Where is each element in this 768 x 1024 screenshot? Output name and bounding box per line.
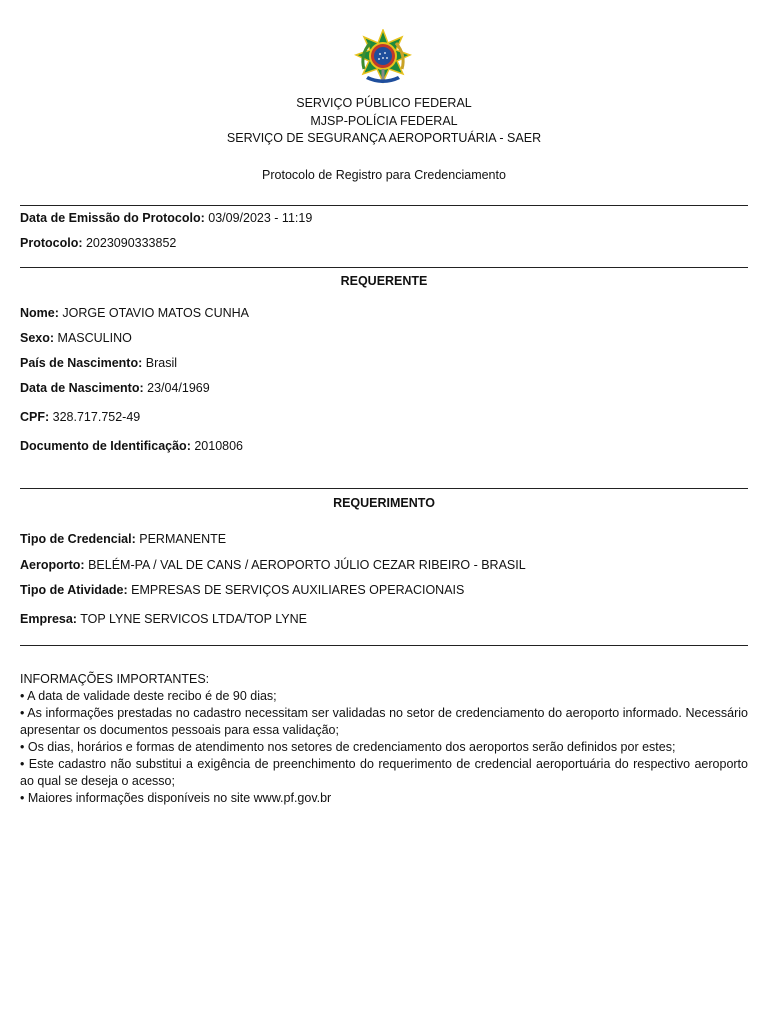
info-title: INFORMAÇÕES IMPORTANTES: xyxy=(20,672,210,686)
document-subtitle: Protocolo de Registro para Credenciamento xyxy=(262,168,506,182)
field-label: Documento de Identificação: xyxy=(20,439,191,453)
field-value: 2023090333852 xyxy=(85,236,177,250)
divider xyxy=(20,488,748,489)
header-line-2: MJSP-POLÍCIA FEDERAL xyxy=(310,113,458,128)
protocol-number-field xyxy=(20,236,176,250)
important-information xyxy=(20,671,748,807)
field-value: TOP LYNE SERVICOS LTDA/TOP LYNE xyxy=(80,612,307,626)
document-header xyxy=(0,95,768,148)
info-item: • Os dias, horários e formas de atendimento nos setores de credenciamento dos aeroportos serão definidos por estes; xyxy=(20,740,676,754)
field-value: JORGE OTAVIO MATOS CUNHA xyxy=(62,306,249,320)
company-field xyxy=(20,612,307,626)
info-item: • A data de validade deste recibo é de 90 dias; xyxy=(20,689,277,703)
field-value: 2010806 xyxy=(194,439,244,453)
field-value: 328.717.752-49 xyxy=(52,410,141,424)
section-title-requerimento: REQUERIMENTO xyxy=(333,496,435,510)
header-line-3: SERVIÇO DE SEGURANÇA AEROPORTUÁRIA - SAER xyxy=(226,131,542,145)
field-label: Tipo de Credencial: xyxy=(20,532,136,546)
identification-document-field xyxy=(20,439,243,453)
field-value: BELÉM-PA / VAL DE CANS / AEROPORTO JÚLIO CEZAR RIBEIRO - BRASIL xyxy=(88,558,526,572)
field-value: 23/04/1969 xyxy=(147,381,210,395)
activity-type-field xyxy=(20,583,464,597)
section-title-requerente: REQUERENTE xyxy=(340,274,428,288)
divider xyxy=(20,267,748,268)
field-value: EMPRESAS DE SERVIÇOS AUXILIARES OPERACIONAIS xyxy=(131,583,465,597)
info-item: • Maiores informações disponíveis no site www.pf.gov.br xyxy=(20,791,332,805)
divider xyxy=(20,645,748,646)
credential-type-field xyxy=(20,532,226,546)
info-item: • Este cadastro não substitui a exigência de preenchimento do requerimento de credencial aeroportuária do respectivo aeroporto ao qual se deseja o acesso; xyxy=(20,757,748,788)
field-value: PERMANENTE xyxy=(139,532,227,546)
birth-date-field xyxy=(20,381,210,395)
brazil-coat-of-arms-icon xyxy=(354,29,412,87)
field-label: Protocolo: xyxy=(20,236,83,250)
field-label: CPF: xyxy=(20,410,50,424)
field-label: Data de Emissão do Protocolo: xyxy=(20,211,205,225)
birth-country-field xyxy=(20,356,177,370)
name-field xyxy=(20,306,249,320)
field-value: MASCULINO xyxy=(57,331,132,345)
field-label: Tipo de Atividade: xyxy=(20,583,128,597)
field-value: 03/09/2023 - 11:19 xyxy=(208,211,313,225)
field-label: Empresa: xyxy=(20,612,77,626)
airport-field xyxy=(20,558,526,572)
header-line-1: SERVIÇO PÚBLICO FEDERAL xyxy=(296,96,472,110)
emission-date-field xyxy=(20,211,312,225)
cpf-field xyxy=(20,410,140,424)
info-item: • As informações prestadas no cadastro necessitam ser validadas no setor de credenciamento do aeroporto informado. Necessário apresentar os documentos pessoais para essa validação; xyxy=(20,706,748,737)
field-value: Brasil xyxy=(145,356,178,370)
field-label: Nome: xyxy=(20,306,59,320)
field-label: Aeroporto: xyxy=(20,558,85,572)
field-label: País de Nascimento: xyxy=(20,356,143,370)
divider xyxy=(20,205,748,206)
sex-field xyxy=(20,331,132,345)
field-label: Data de Nascimento: xyxy=(20,381,144,395)
field-label: Sexo: xyxy=(20,331,55,345)
